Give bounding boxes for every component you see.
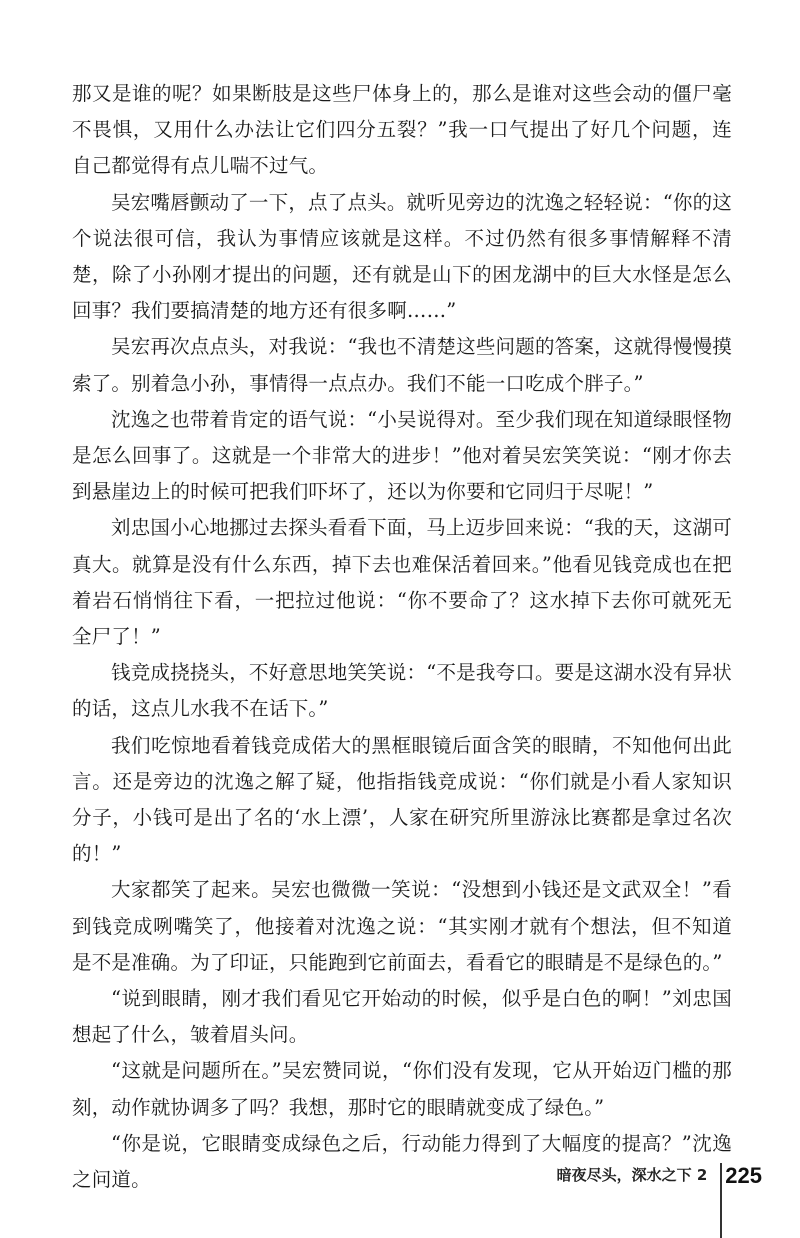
paragraph-5: 刘忠国小心地挪过去探头看看下面，马上迈步回来说：“我的天，这湖可真大。就算是没有什么东西，掉下去也难保活着回来。”他看见钱竞成也在把着岩石悄悄往下看，一把拉过他说：“你不要命了？这水掉下去你可就死无全尸了！”: [72, 516, 732, 649]
paragraph-7: 我们吃惊地看着钱竞成偌大的黑框眼镜后面含笑的眼睛，不知他何出此言。还是旁边的沈逸之解了疑，他指指钱竞成说：“你们就是小看人家知识分子，小钱可是出了名的‘水上漂’，人家在研究所里游泳比赛都是拿过名次的！”: [72, 733, 732, 866]
paragraph-10: “这就是问题所在。”吴宏赞同说，“你们没有发现，它从开始迈门槛的那刻，动作就协调多了吗？我想，那时它的眼睛就变成了绿色。”: [72, 1059, 732, 1119]
paragraph-3: 吴宏再次点点头，对我说：“我也不清楚这些问题的答案，这就得慢慢摸索了。别着急小孙，事情得一点点办。我们不能一口吃成个胖子。”: [72, 335, 732, 395]
paragraph-6: 钱竞成挠挠头，不好意思地笑笑说：“不是我夸口。要是这湖水没有异状的话，这点儿水我不在话下。”: [72, 661, 732, 721]
paragraph-1: 那又是谁的呢？如果断肢是这些尸体身上的，那么是谁对这些会动的僵尸毫不畏惧，又用什么办法让它们四分五裂？”我一口气提出了好几个问题，连自己都觉得有点儿喘不过气。: [72, 82, 732, 178]
paragraph-8: 大家都笑了起来。吴宏也微微一笑说：“没想到小钱还是文武双全！”看到钱竞成咧嘴笑了，他接着对沈逸之说：“其实刚才就有个想法，但不知道是不是准确。为了印证，只能跑到它前面去，看看它的眼睛是不是绿色的。”: [72, 878, 732, 974]
paragraph-2: 吴宏嘴唇颤动了一下，点了点头。就听见旁边的沈逸之轻轻说：“你的这个说法很可信，我认为事情应该就是这样。不过仍然有很多事情解释不清楚，除了小孙刚才提出的问题，还有就是山下的困龙湖中的巨大水怪是怎么回事？我们要搞清楚的地方还有很多啊……”: [72, 190, 732, 323]
paragraph-9: “说到眼睛，刚才我们看见它开始动的时候，似乎是白色的啊！”刘忠国想起了什么，皱着眉头问。: [72, 987, 732, 1047]
paragraph-11: “你是说，它眼睛变成绿色之后，行动能力得到了大幅度的提高？”沈逸之问道。: [72, 1131, 732, 1192]
page-number: 225: [725, 1163, 762, 1188]
page-footer: [557, 1163, 762, 1189]
running-head: 暗夜尽头，深水之下 2: [556, 1166, 708, 1184]
body-text: [72, 76, 732, 1198]
paragraph-4: 沈逸之也带着肯定的语气说：“小吴说得对。至少我们现在知道绿眼怪物是怎么回事了。这就是一个非常大的进步！”他对着吴宏笑笑说：“刚才你去到悬崖边上的时候可把我们吓坏了，还以为你要和它同归于尽呢！”: [72, 407, 732, 504]
